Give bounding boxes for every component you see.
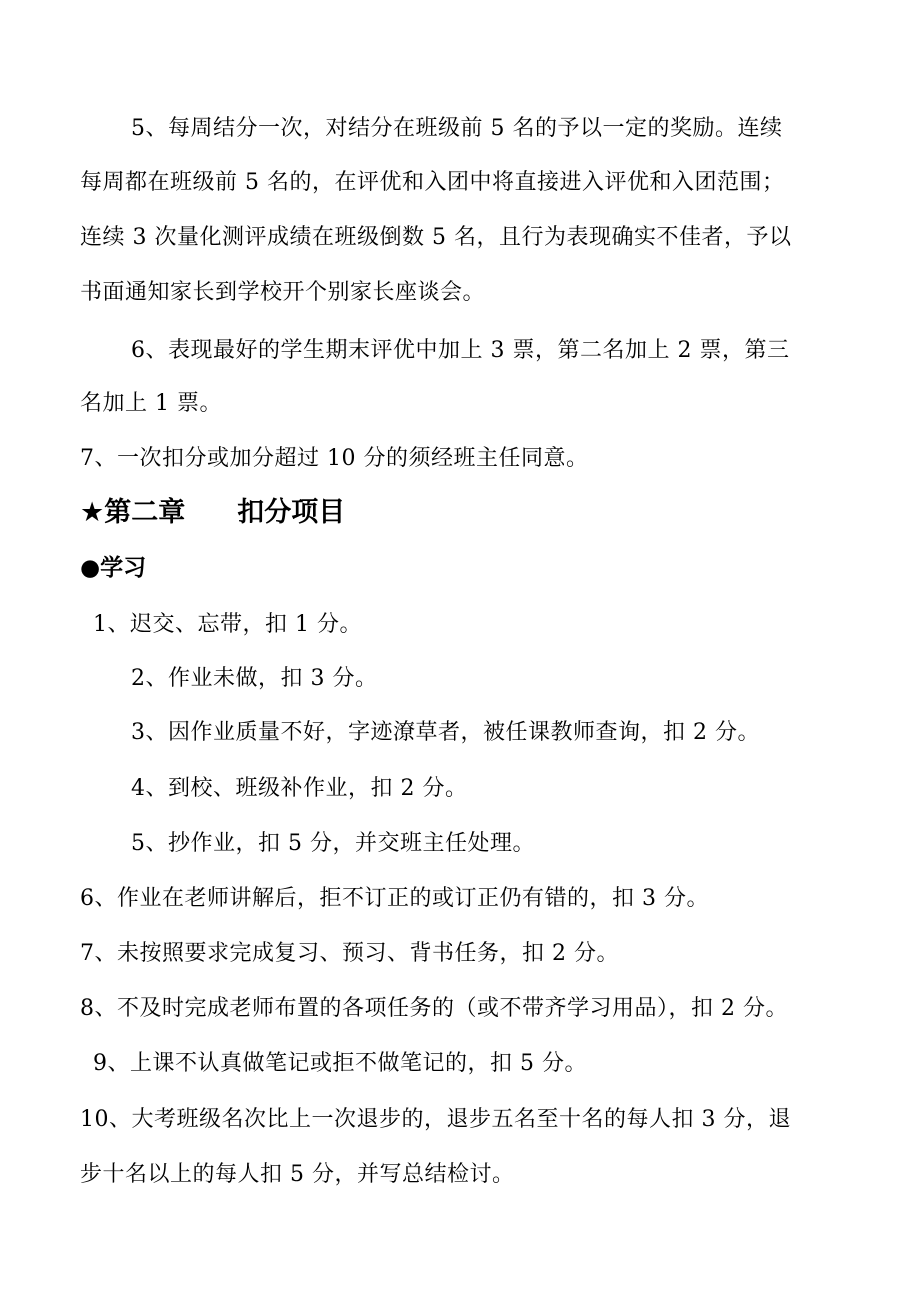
chapter-subtitle: 扣分项目 xyxy=(237,497,346,528)
rule-7-line-1: 7、一次扣分或加分超过 10 分的须经班主任同意。 xyxy=(80,446,589,471)
chapter-heading xyxy=(80,496,345,530)
chapter-title: 第二章 xyxy=(104,497,186,528)
item-10-line-2: 步十名以上的每人扣 5 分，并写总结检讨。 xyxy=(80,1162,515,1187)
item-6: 6、作业在老师讲解后，拒不订正的或订正仍有错的，扣 3 分。 xyxy=(80,886,709,911)
rule-6-line-1: 6、表现最好的学生期末评优中加上 3 票，第二名加上 2 票，第三 xyxy=(131,338,790,363)
item-10-line-1: 10、大考班级名次比上一次退步的，退步五名至十名的每人扣 3 分，退 xyxy=(80,1107,791,1132)
star-icon: ★ xyxy=(80,497,105,528)
rule-5-line-1: 5、每周结分一次，对结分在班级前 5 名的予以一定的奖励。连续 xyxy=(131,116,783,141)
section-title: 学习 xyxy=(100,555,147,581)
rule-6-line-2: 名加上 1 票。 xyxy=(80,391,222,416)
item-5: 5、抄作业，扣 5 分，并交班主任处理。 xyxy=(131,831,535,856)
item-7: 7、未按照要求完成复习、预习、背书任务，扣 2 分。 xyxy=(80,941,619,966)
item-3: 3、因作业质量不好，字迹潦草者，被任课教师查询，扣 2 分。 xyxy=(131,720,760,745)
rule-5-line-4: 书面通知家长到学校开个别家长座谈会。 xyxy=(80,280,486,305)
item-1: 1、迟交、忘带，扣 1 分。 xyxy=(93,612,362,637)
rule-5-line-3: 连续 3 次量化测评成绩在班级倒数 5 名，且行为表现确实不佳者，予以 xyxy=(80,225,792,250)
bullet-icon: ● xyxy=(80,555,101,581)
item-8: 8、不及时完成老师布置的各项任务的（或不带齐学习用品），扣 2 分。 xyxy=(80,996,788,1021)
rule-5-line-2: 每周都在班级前 5 名的，在评优和入团中将直接进入评优和入团范围； xyxy=(80,170,785,195)
item-4: 4、到校、班级补作业，扣 2 分。 xyxy=(131,776,468,801)
item-2: 2、作业未做，扣 3 分。 xyxy=(131,666,378,691)
item-9: 9、上课不认真做笔记或拒不做笔记的，扣 5 分。 xyxy=(93,1051,587,1076)
section-heading xyxy=(80,553,146,583)
